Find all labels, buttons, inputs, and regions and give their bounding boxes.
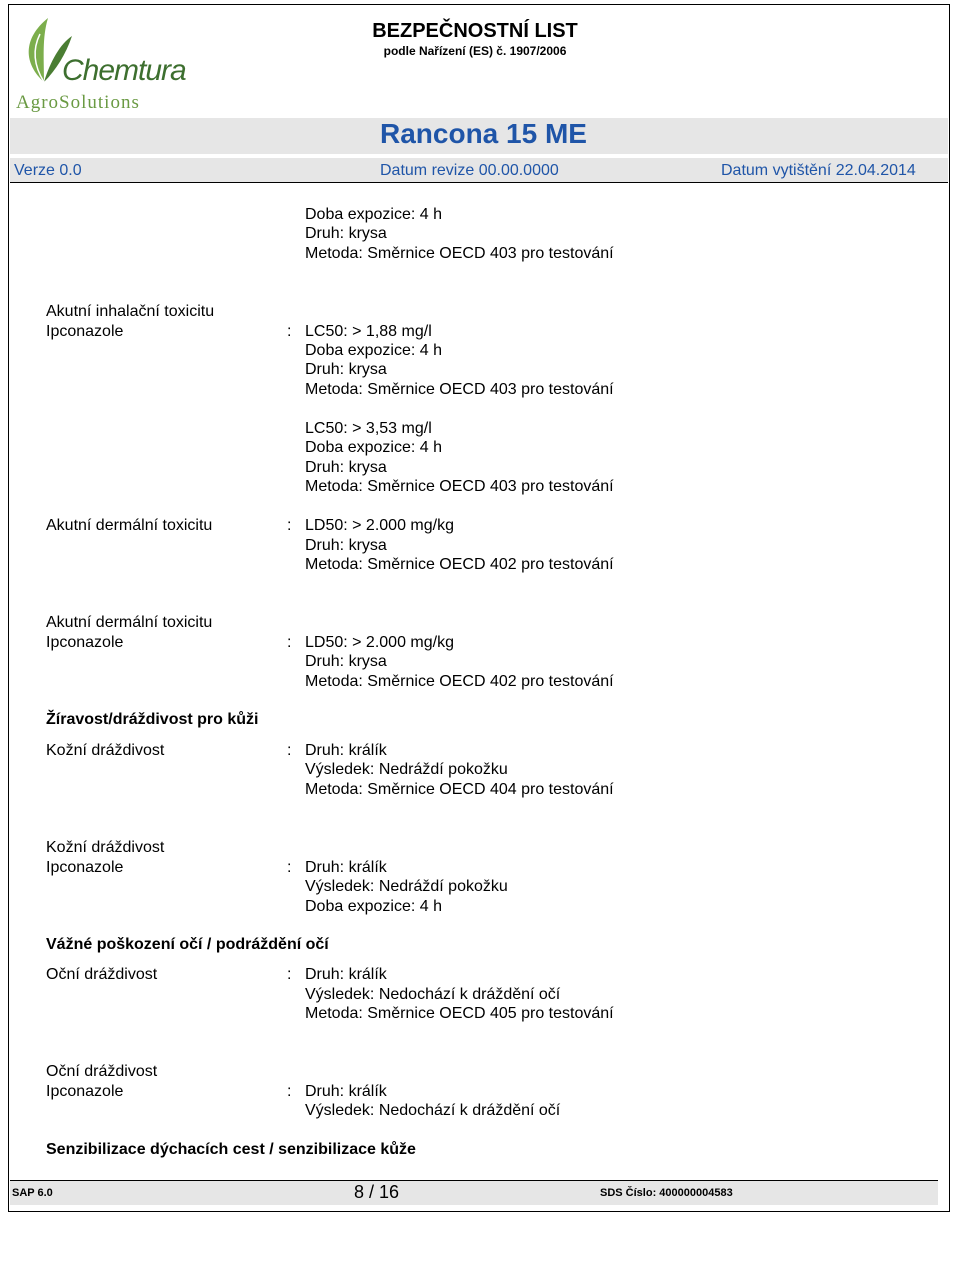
value-line: Druh: králík <box>305 859 387 876</box>
value-line: Výsledek: Nedochází k dráždění očí <box>305 1102 561 1119</box>
row-label: Kožní dráždivost <box>46 742 165 759</box>
section-heading: Senzibilizace dýchacích cest / senzibilizace kůže <box>46 1141 416 1158</box>
value-line: LD50: > 2.000 mg/kg <box>305 634 454 651</box>
value-line: Doba expozice: 4 h <box>305 898 442 915</box>
value-line: Druh: králík <box>305 966 387 983</box>
value-line: Druh: králík <box>305 1083 387 1100</box>
row-title: Kožní dráždivost <box>46 839 165 856</box>
value-line: Druh: králík <box>305 742 387 759</box>
value-line: Výsledek: Nedochází k dráždění očí <box>305 986 561 1003</box>
value-line: Metoda: Směrnice OECD 402 pro testování <box>305 556 614 573</box>
revision-date: Datum revize 00.00.0000 <box>380 162 559 179</box>
value-line: Doba expozice: 4 h <box>305 439 442 456</box>
version: Verze 0.0 <box>14 162 82 179</box>
separator: : <box>287 742 292 759</box>
value-line: Metoda: Směrnice OECD 404 pro testování <box>305 781 614 798</box>
value-line: Metoda: Směrnice OECD 403 pro testování <box>305 478 614 495</box>
company-logo <box>14 14 186 114</box>
value-line: LC50: > 3,53 mg/l <box>305 420 432 437</box>
value-line: Metoda: Směrnice OECD 403 pro testování <box>305 381 614 398</box>
footer-sap-version: SAP 6.0 <box>12 1187 53 1199</box>
section-heading: Vážné poškození očí / podráždění očí <box>46 936 329 953</box>
value-line: LD50: > 2.000 mg/kg <box>305 517 454 534</box>
logo-brand: Chemtura <box>62 54 186 87</box>
separator: : <box>287 634 292 651</box>
value-line: Druh: krysa <box>305 225 387 242</box>
document-title: BEZPEČNOSTNÍ LIST <box>372 20 578 42</box>
value-line: Metoda: Směrnice OECD 402 pro testování <box>305 673 614 690</box>
sds-number: SDS Číslo: 400000004583 <box>600 1187 733 1199</box>
row-title: Akutní dermální toxicitu <box>46 614 213 631</box>
value-line: Druh: krysa <box>305 459 387 476</box>
section-heading: Žíravost/dráždivost pro kůži <box>46 711 259 728</box>
value-line: Druh: krysa <box>305 653 387 670</box>
separator: : <box>287 517 292 534</box>
separator: : <box>287 859 292 876</box>
separator: : <box>287 323 292 340</box>
row-title: Akutní inhalační toxicitu <box>46 303 215 320</box>
row-label: Akutní dermální toxicitu <box>46 517 213 534</box>
value-line: Výsledek: Nedráždí pokožku <box>305 878 508 895</box>
document-subtitle: podle Nařízení (ES) č. 1907/2006 <box>383 44 567 58</box>
value-line: Doba expozice: 4 h <box>305 206 442 223</box>
row-label: Ipconazole <box>46 859 124 876</box>
value-line: Metoda: Směrnice OECD 405 pro testování <box>305 1005 614 1022</box>
value-line: LC50: > 1,88 mg/l <box>305 323 432 340</box>
row-label: Ipconazole <box>46 323 124 340</box>
version-line <box>10 158 948 183</box>
value-line: Druh: krysa <box>305 361 387 378</box>
row-title: Oční dráždivost <box>46 1063 158 1080</box>
row-label: Ipconazole <box>46 634 124 651</box>
print-date: Datum vytištění 22.04.2014 <box>721 162 916 179</box>
value-line: Metoda: Směrnice OECD 403 pro testování <box>305 245 614 262</box>
value-line: Druh: krysa <box>305 537 387 554</box>
separator: : <box>287 1083 292 1100</box>
row-label: Ipconazole <box>46 1083 124 1100</box>
separator: : <box>287 966 292 983</box>
row-label: Oční dráždivost <box>46 966 158 983</box>
value-line: Doba expozice: 4 h <box>305 342 442 359</box>
footer <box>10 1180 938 1205</box>
value-line: Výsledek: Nedráždí pokožku <box>305 761 508 778</box>
logo-sub: AgroSolutions <box>16 92 140 113</box>
page-frame <box>8 4 950 1212</box>
product-name: Rancona 15 ME <box>380 118 587 149</box>
page-number: 8 / 16 <box>354 1182 400 1202</box>
